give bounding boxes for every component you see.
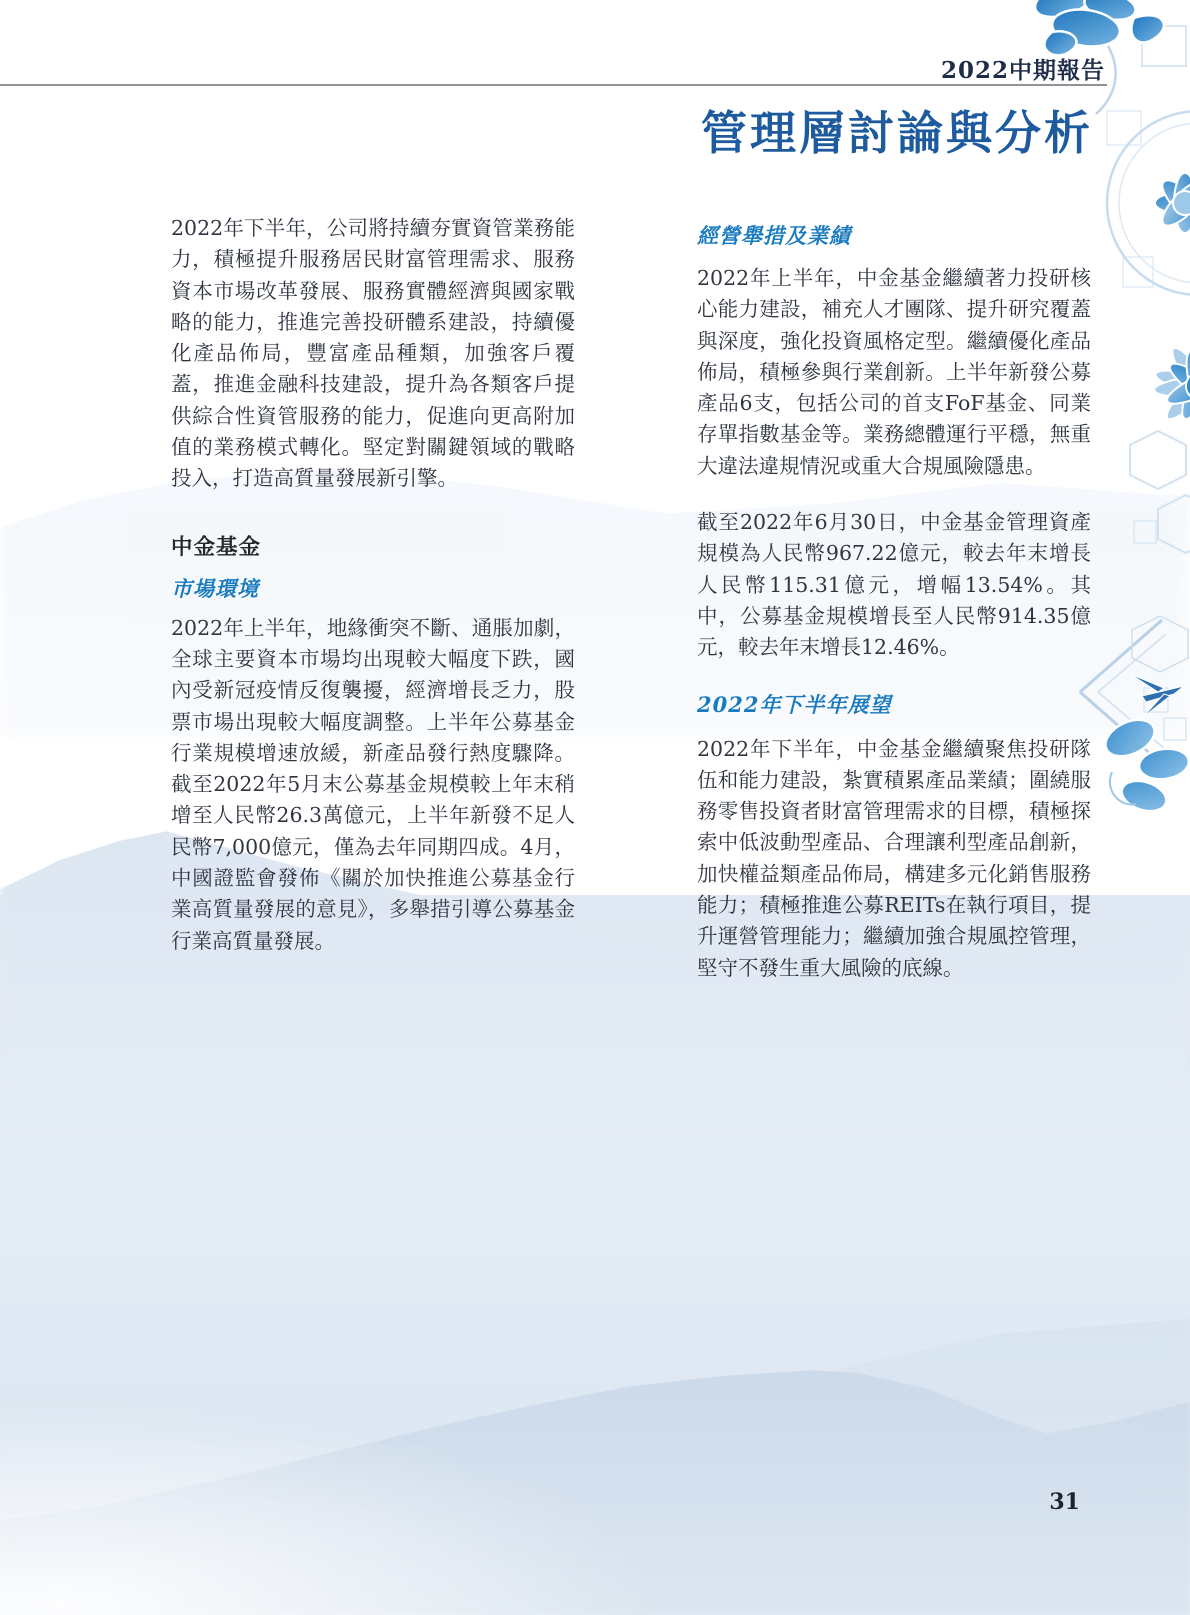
right-paragraph-aum: 截至2022年6月30日，中金基金管理資產規模為人民幣967.22億元，較去年末增長人民幣115.31億元，增幅13.54%。其中，公募基金規模增長至人民幣914.35億元，較去年末增長12.46%。 — [697, 510, 1091, 660]
subheading-operations-results: 經營舉措及業績 — [697, 223, 851, 248]
right-column — [697, 213, 1091, 984]
subheading-h2-outlook: 2022年下半年展望 — [697, 691, 892, 717]
page-number: 31 — [1049, 1489, 1080, 1515]
section-heading-cicc-fund: 中金基金 — [171, 534, 262, 560]
left-paragraph-market: 2022年上半年，地緣衝突不斷、通脹加劇，全球主要資本市場均出現較大幅度下跌，國內受新冠疫情反復襲擾，經濟增長乏力，股票市場出現較大幅度調整。上半年公募基金行業規模增速放緩，新產品發行熱度驟降。截至2022年5月末公募基金規模較上年末稍增至人民幣26.3萬億元，上半年新發不足人民幣7,000億元，僅為去年同期四成。4月，中國證監會發佈《關於加快推進公募基金行業高質量發展的意見》，多舉措引導公募基金行業高質量發展。 — [171, 615, 575, 953]
report-edition-label: 2022中期報告 — [940, 57, 1105, 84]
right-paragraph-operations: 2022年上半年，中金基金繼續著力投研核心能力建設，補充人才團隊、提升研究覆蓋與深度，強化投資風格定型。繼續優化產品佈局，積極參與行業創新。上半年新發公募產品6支，包括公司的首支FoF基金、同業存單指數基金等。業務總體運行平穩，無重大違法違規情況或重大合規風險隱患。 — [697, 266, 1091, 478]
left-column — [171, 213, 575, 957]
page-title: 管理層討論與分析 — [701, 106, 1093, 160]
left-paragraph-outlook: 2022年下半年，公司將持續夯實資管業務能力，積極提升服務居民財富管理需求、服務資本市場改革發展、服務實體經濟與國家戰略的能力，推進完善投研體系建設，持續優化產品佈局，豐富產品種類，加強客戶覆蓋，推進金融科技建設，提升為各類客戶提供綜合性資管服務的能力，促進向更高附加值的業務模式轉化。堅定對關鍵領域的戰略投入，打造高質量發展新引擎。 — [171, 216, 575, 491]
right-paragraph-h2-plan: 2022年下半年，中金基金繼續聚焦投研隊伍和能力建設，紮實積累產品業績；圍繞服務零售投資者財富管理需求的目標，積極探索中低波動型產品、合理讓利型產品創新，加快權益類產品佈局，構建多元化銷售服務能力；積極推進公募REITs在執行項目，提升運營管理能力；繼續加強合規風控管理，堅守不發生重大風險的底線。 — [697, 736, 1091, 980]
subheading-market-environment: 市場環境 — [171, 575, 259, 601]
header-rule — [0, 84, 1107, 86]
